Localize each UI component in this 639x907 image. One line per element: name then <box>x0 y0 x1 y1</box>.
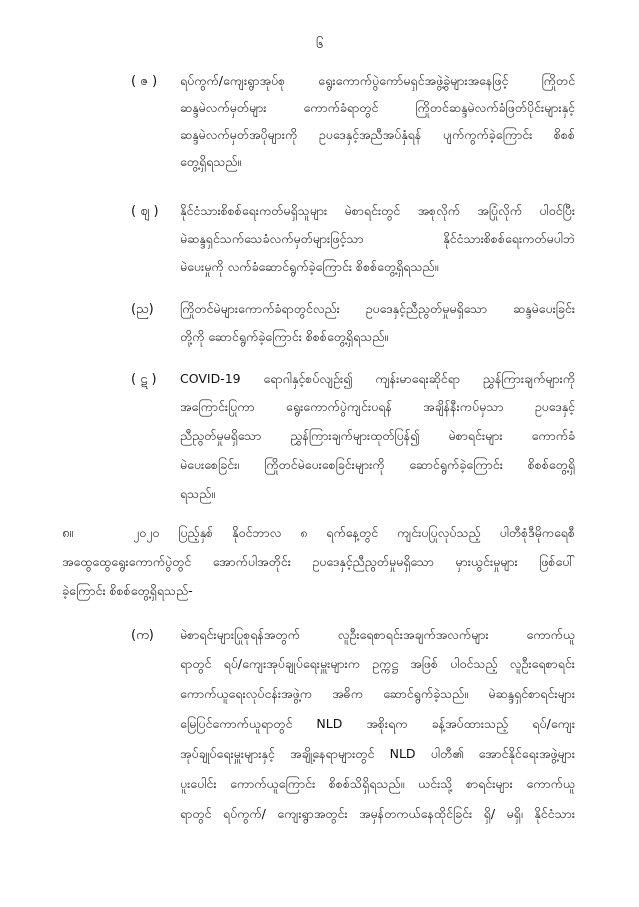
item-line: ကြိုတင်မဲများကောက်ခံရာတွင်လည်း ဥပဒေနှင့်ညီညွတ်မှုမရှိသော ဆန္ဒမဲပေးခြင်း <box>180 301 575 316</box>
item-line: ရာတွင် ရပ်/ကျေးအုပ်ချုပ်ရေးမှူးများက ဥက္ကဋ္ဌ အဖြစ် ပါဝင်သည့် လူဦးရေစာရင်း <box>180 656 575 671</box>
item-line: ရပ်ကွက်/ကျေးရွာအုပ်စု ရွေးကောက်ပွဲကော်မရှင်အဖွဲ့ခွဲများအနေဖြင့် ကြိုတင် <box>180 73 575 88</box>
item-line: ညီညွတ်မှုမရှိသော ညွှန်ကြားချက်များထုတ်ပြန်၍ မဲစာရင်းများ ကောက်ခံ <box>180 428 575 443</box>
item-line: ရာတွင် ရပ်ကွက်/ ကျေးရွာအတွင်း အမှန်တကယ်နေထိုင်ခြင်း ရှိ/ မရှိ၊ နိုင်ငံသား <box>180 806 575 821</box>
item-line: ဆန္ဒမဲလက်မှတ်များ ကောက်ခံရာတွင် ကြိုတင်ဆန္ဒမဲလက်ခံဖြတ်ပိုင်းများနှင့် <box>180 100 575 115</box>
item-line: တို့ကို ဆောင်ရွက်ခဲ့ကြောင်း စိစစ်တွေ့ရှိရသည်။ <box>180 329 389 344</box>
item-line: မဲစာရင်းများပြုစုရန်အတွက် လူဦးရေစာရင်းအချက်အလက်များ ကောက်ယူ <box>180 627 575 642</box>
item-line: ကောက်ယူရေးလုပ်ငန်းအဖွဲ့က အဓိက ဆောင်ရွက်ခဲ့သည်။ မဲဆန္ဒရှင်စာရင်းများ <box>180 686 575 701</box>
item-line: အကြောင်းပြုကာ ရွေးကောက်ပွဲကျင်းပရန် အချိန်နီးကပ်မှသာ ဥပဒေနှင့် <box>180 399 575 414</box>
item-line: ရသည်။ <box>180 486 216 501</box>
item-line: မဲပေးမှုကို လက်ခံဆောင်ရွက်ခဲ့ကြောင်း စိစစ်တွေ့ရှိရသည်။ <box>180 259 439 274</box>
section-line: ခဲ့ကြောင်း စိစစ်တွေ့ရှိရသည်- <box>62 583 193 598</box>
item-line: မြေပြင်ကောက်ယူရာတွင် NLD အစိုးရက ခန့်အပ်ထားသည့် ရပ်/ကျေး <box>180 716 575 731</box>
section-line: ၂၀၂၀ ပြည့်နှစ် နိုဝင်ဘာလ ၈ ရက်နေ့တွင် ကျင်းပပြုလုပ်သည့် ပါတီစုံဒီမိုကရေစီ <box>133 525 575 540</box>
item-line: မဲပေးစေခြင်း၊ ကြိုတင်မဲပေးစေခြင်းများကို ဆောင်ရွက်ခဲ့ကြောင်း စိစစ်တွေ့ရှိ <box>180 457 575 472</box>
section-line: အထွေထွေရွေးကောက်ပွဲတွင် အောက်ပါအတိုင်း ဥပဒေနှင့်ညီညွတ်မှုမရှိသော မှားယွင်းမှုများ ဖြစ်ပေါ် <box>62 554 575 569</box>
item-marker: ( ဈ ) <box>131 204 159 219</box>
item-line: နိုင်ငံသားစိစစ်ရေးကတ်မရှိသူများ မဲစာရင်းတွင် အစုလိုက် အပြုံလိုက် ပါဝင်ပြီး <box>180 203 575 218</box>
item-marker: ( ဇ ) <box>131 74 158 89</box>
item-line: မဲဆန္ဒရှင်သက်သေခံလက်မှတ်များဖြင့်သာ နိုင်ငံသားစိစစ်ရေးကတ်မပါဘဲ <box>180 231 575 246</box>
item-marker: ( ဋ ) <box>131 372 157 387</box>
page-number: ၆ <box>315 37 324 52</box>
item-marker: (က) <box>131 628 154 643</box>
item-line: တွေ့ရှိရသည်။ <box>180 154 242 169</box>
item-line: ပူးပေါင်း ကောက်ယူကြောင်း စိစစ်သိရှိရသည်။ ယင်းသို့ စာရင်းများ ကောက်ယူ <box>180 776 575 791</box>
item-marker: (ည) <box>131 302 154 317</box>
section-number: ၈။ <box>62 526 74 541</box>
item-line: အုပ်ချုပ်ရေးမှူးများနှင့် အချို့နေရာများတွင် NLD ပါတီ၏ အောင်နိုင်ရေးအဖွဲ့များ <box>180 746 575 761</box>
item-line: COVID-19 ရောဂါနှင့်စပ်လျဉ်း၍ ကျန်းမာရေးဆိုင်ရာ ညွှန်ကြားချက်များကို <box>180 371 575 386</box>
item-line: ဆန္ဒမဲလက်မှတ်အပိုများကို ဥပဒေနှင့်အညီအပ်နှံရန် ပျက်ကွက်ခဲ့ကြောင်း စိစစ် <box>180 127 575 142</box>
